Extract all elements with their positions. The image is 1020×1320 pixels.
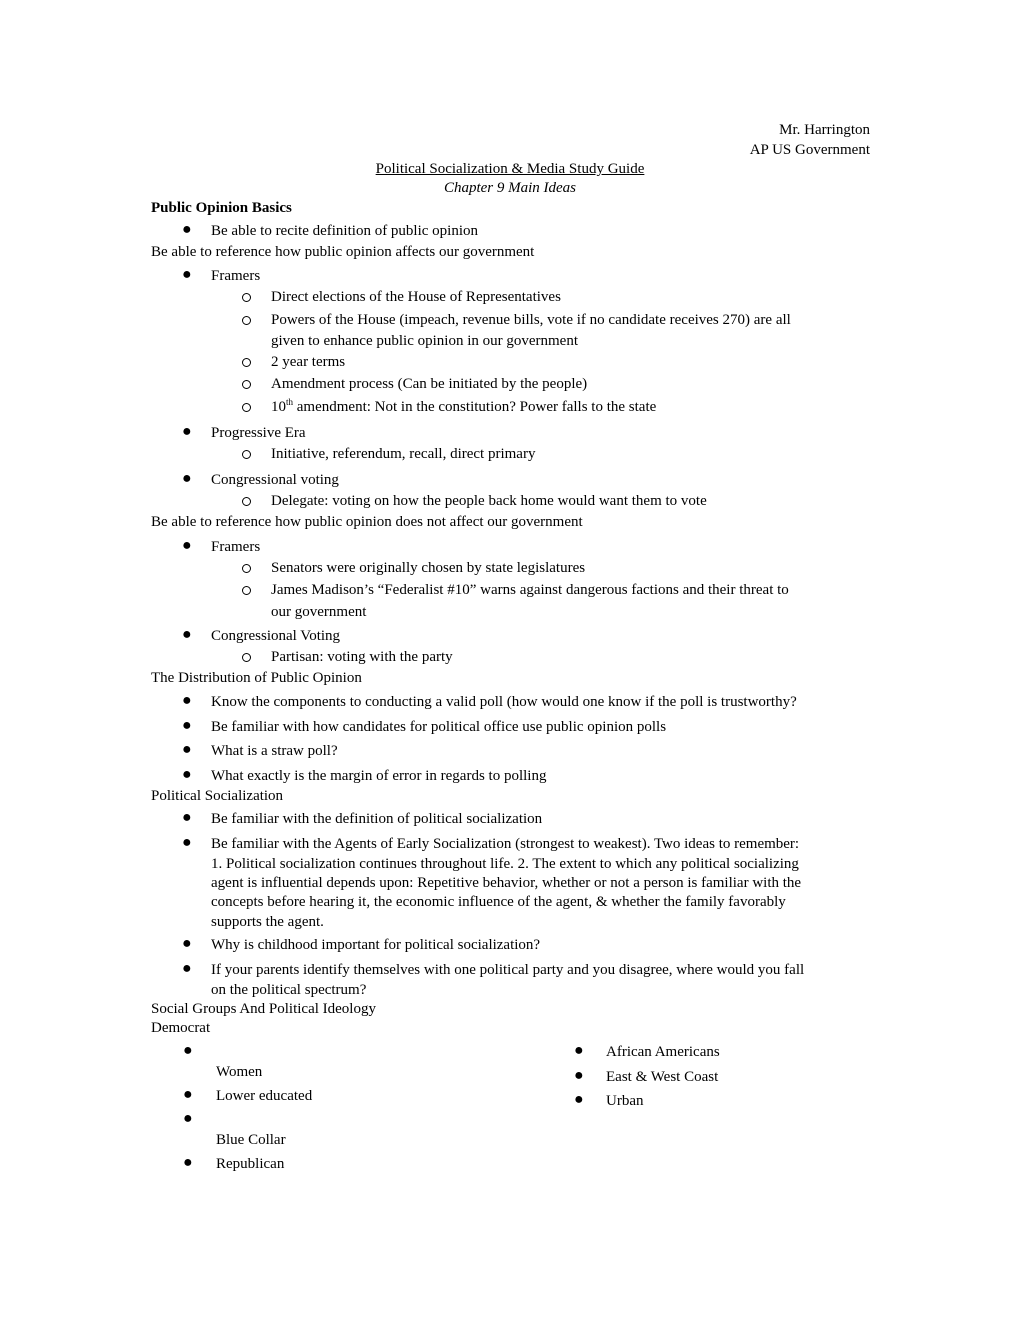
section-intro-not-affects: Be able to reference how public opinion does not affect our government xyxy=(151,514,583,530)
circle-bullet-icon xyxy=(242,497,251,506)
list-item: Why is childhood important for political socialization? xyxy=(211,937,541,953)
sub-list-item: Direct elections of the House of Representatives xyxy=(271,289,561,305)
sub-list-item: Amendment process (Can be initiated by the people) xyxy=(271,376,588,392)
sub-list-item: James Madison’s “Federalist #10” warns against dangerous factions and their threat to xyxy=(271,582,789,598)
bullet-icon: ● xyxy=(182,717,192,734)
list-item: Urban xyxy=(606,1093,644,1109)
list-item: Lower educated xyxy=(216,1088,313,1104)
circle-bullet-icon xyxy=(242,293,251,302)
list-item-continued: 1. Political socialization continues throughout life. 2. The extent to which any political socializing xyxy=(211,856,799,872)
bullet-icon: ● xyxy=(182,266,192,283)
sub-list-item: Delegate: voting on how the people back home would want them to vote xyxy=(271,493,707,509)
list-item: Framers xyxy=(211,539,261,555)
list-item: Framers xyxy=(211,268,261,284)
bullet-icon: ● xyxy=(182,741,192,758)
sub-list-item-continued: given to enhance public opinion in our government xyxy=(271,333,579,349)
list-item: What is a straw poll? xyxy=(211,743,338,759)
list-item-continued: on the political spectrum? xyxy=(211,982,367,998)
section-heading-socialization: Political Socialization xyxy=(151,788,284,804)
course-name: AP US Government xyxy=(749,142,870,158)
list-item: Be able to recite definition of public opinion xyxy=(211,223,479,239)
bullet-icon: ● xyxy=(182,470,192,487)
sub-list-item: Powers of the House (impeach, revenue bills, vote if no candidate receives 270) are all xyxy=(271,312,791,328)
bullet-icon: ● xyxy=(182,834,192,851)
sub-list-item: 2 year terms xyxy=(271,354,346,370)
bullet-icon: ● xyxy=(574,1091,584,1108)
list-item-continued: concepts before hearing it, the economic influence of the agent, & whether the family favorably xyxy=(211,894,786,910)
list-item: Progressive Era xyxy=(211,425,306,441)
bullet-icon: ● xyxy=(183,1154,193,1171)
list-item: Women xyxy=(216,1064,263,1080)
sub-list-item-tenth-amendment xyxy=(271,398,656,416)
section-heading-social-groups: Social Groups And Political Ideology xyxy=(151,1001,376,1017)
bullet-icon: ● xyxy=(574,1067,584,1084)
list-item: Blue Collar xyxy=(216,1132,286,1148)
tenth-number: 10 xyxy=(271,399,286,415)
list-item-continued: agent is influential depends upon: Repetitive behavior, whether or not a person is familiar with the xyxy=(211,875,802,891)
bullet-icon: ● xyxy=(182,692,192,709)
teacher-name: Mr. Harrington xyxy=(779,122,870,138)
bullet-icon: ● xyxy=(183,1086,193,1103)
list-item: African Americans xyxy=(606,1044,720,1060)
circle-bullet-icon xyxy=(242,403,251,412)
tenth-text: amendment: Not in the constitution? Power falls to the state xyxy=(293,399,657,415)
democrat-label: Democrat xyxy=(151,1020,211,1036)
sub-list-item-continued: our government xyxy=(271,604,367,620)
list-item: Congressional voting xyxy=(211,472,339,488)
list-item: Know the components to conducting a valid poll (how would one know if the poll is trustworthy? xyxy=(211,694,797,710)
bullet-icon: ● xyxy=(182,960,192,977)
list-item: Be familiar with the definition of political socialization xyxy=(211,811,543,827)
list-item: East & West Coast xyxy=(606,1069,719,1085)
circle-bullet-icon xyxy=(242,586,251,595)
circle-bullet-icon xyxy=(242,653,251,662)
section-heading-distribution: The Distribution of Public Opinion xyxy=(151,670,362,686)
section-heading-public-opinion-basics: Public Opinion Basics xyxy=(151,200,292,216)
bullet-icon: ● xyxy=(182,423,192,440)
tenth-superscript: th xyxy=(286,397,294,407)
bullet-icon: ● xyxy=(574,1042,584,1059)
list-item: Be familiar with how candidates for political office use public opinion polls xyxy=(211,719,667,735)
section-intro-affects: Be able to reference how public opinion affects our government xyxy=(151,244,535,260)
circle-bullet-icon xyxy=(242,358,251,367)
document-subtitle: Chapter 9 Main Ideas xyxy=(443,180,577,196)
circle-bullet-icon xyxy=(242,564,251,573)
circle-bullet-icon xyxy=(242,450,251,459)
list-item: Republican xyxy=(216,1156,285,1172)
list-item-continued: supports the agent. xyxy=(211,914,324,930)
list-item: What exactly is the margin of error in regards to polling xyxy=(211,768,547,784)
bullet-icon: ● xyxy=(183,1110,193,1127)
bullet-icon: ● xyxy=(183,1042,193,1059)
list-item: Be familiar with the Agents of Early Socialization (strongest to weakest). Two ideas to remember: xyxy=(211,836,800,852)
sub-list-item: Senators were originally chosen by state legislatures xyxy=(271,560,586,576)
list-item: If your parents identify themselves with one political party and you disagree, where would you fall xyxy=(211,962,805,978)
bullet-icon: ● xyxy=(182,537,192,554)
circle-bullet-icon xyxy=(242,316,251,325)
bullet-icon: ● xyxy=(182,809,192,826)
list-item: Congressional Voting xyxy=(211,628,341,644)
sub-list-item: Initiative, referendum, recall, direct primary xyxy=(271,446,536,462)
bullet-icon: ● xyxy=(182,221,192,238)
circle-bullet-icon xyxy=(242,380,251,389)
document-title: Political Socialization & Media Study Guide xyxy=(375,161,645,177)
bullet-icon: ● xyxy=(182,766,192,783)
bullet-icon: ● xyxy=(182,935,192,952)
bullet-icon: ● xyxy=(182,626,192,643)
sub-list-item: Partisan: voting with the party xyxy=(271,649,453,665)
